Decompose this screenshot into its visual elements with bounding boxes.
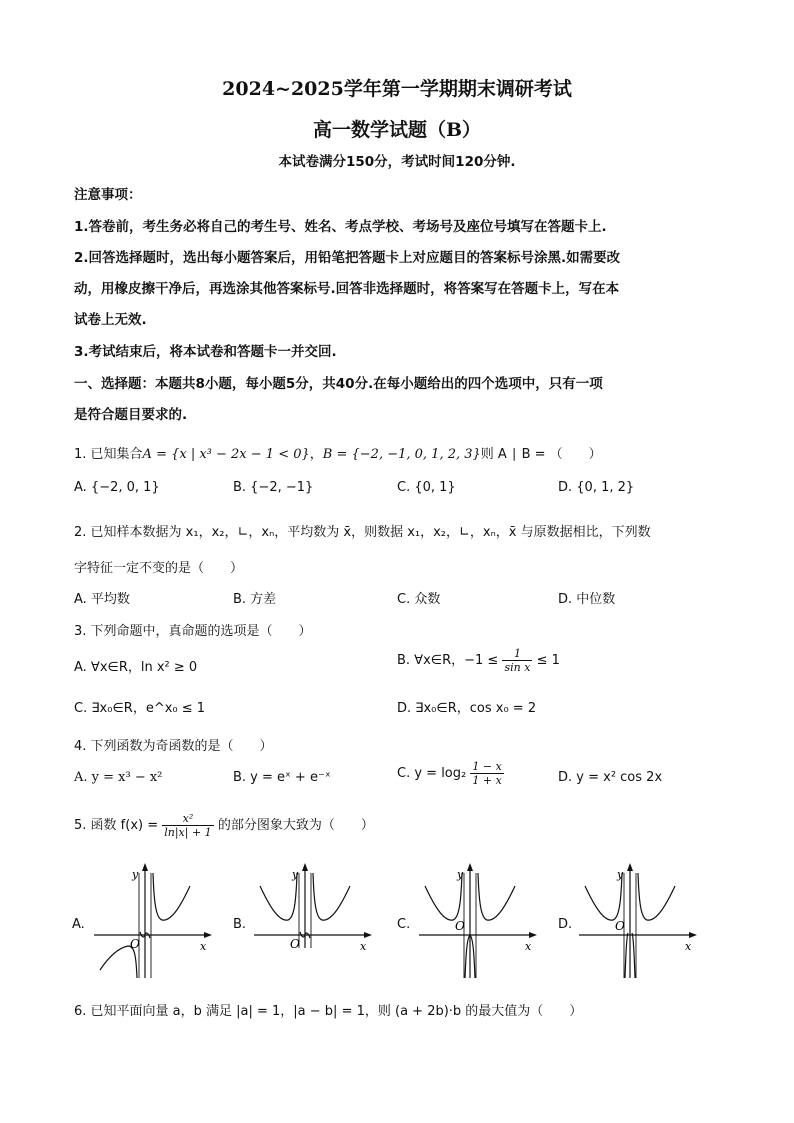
q1-sep: ，	[309, 447, 323, 462]
exam-info: 本试卷满分150分，考试时间120分钟.	[278, 154, 516, 170]
q4-option-c-fraction	[470, 760, 503, 787]
q5-graph-a	[90, 858, 220, 983]
section1-line-1: 一、选择题：本题共8小题，每小题5分，共40分.在每小题给出的四个选项中，只有一项	[74, 376, 603, 392]
graph-b-origin: O	[290, 937, 300, 951]
q5-label-d: D.	[558, 917, 573, 932]
graph-a-y-label: y	[132, 868, 139, 881]
q4-c-denominator: 1 + x	[472, 774, 502, 787]
graph-c-y-label: y	[457, 868, 464, 881]
q2-line-1: 2. 已知样本数据为 x₁，x₂，∟，xₙ，平均数为 x̄，则数据 x₁，x₂，∟，xₙ，x̄ 与原数据相比，下列数	[74, 525, 651, 540]
q3-option-b-fraction	[502, 647, 532, 674]
graph-d-y-label: y	[617, 868, 624, 881]
q2-line-2: 字特征一定不变的是（ ）	[74, 561, 244, 576]
q2-option-a: A. 平均数	[74, 592, 130, 607]
q1-stem	[74, 443, 602, 462]
q1-option-b: B. {−2, −1}	[233, 480, 314, 495]
q5-label-c: C.	[397, 917, 411, 932]
q4-option-a: A. y = x³ − x²	[74, 770, 163, 785]
exam-title: 2024~2025学年第一学期期末调研考试	[222, 78, 572, 100]
q5-post: 的部分图象大致为（ ）	[217, 818, 374, 833]
q3-option-d: D. ∃x₀∈R，cos x₀ = 2	[397, 701, 537, 716]
q4-option-d: D. y = x² cos 2x	[558, 770, 663, 785]
q5-graph-d	[575, 858, 705, 983]
q1-option-a: A. {−2, 0, 1}	[74, 480, 160, 495]
q3-option-b-post: ≤ 1	[536, 653, 560, 668]
q1-set-a: A = {x | x³ − 2x − 1 < 0}	[142, 447, 310, 462]
q6-stem: 6. 已知平面向量 a，b 满足 |a| = 1，|a − b| = 1，则 (a + 2b)·b 的最大值为（ ）	[74, 1004, 583, 1019]
q3-option-a: A. ∀x∈R，ln x² ≥ 0	[74, 660, 198, 675]
q4-stem: 4. 下列函数为奇函数的是（ ）	[74, 739, 273, 754]
q4-option-c-pre: C. y = log₂	[397, 766, 467, 781]
note-3: 3.考试结束后，将本试卷和答题卡一并交回.	[74, 344, 337, 360]
q1-prefix: 1. 已知集合	[74, 447, 143, 462]
exam-subtitle: 高一数学试题（B）	[312, 119, 482, 141]
note-1: 1.答卷前，考生务必将自己的考生号、姓名、考点学校、考场号及座位号填写在答题卡上.	[74, 219, 607, 235]
q3-b-numerator: 1	[502, 647, 532, 661]
q3-b-denominator: sin x	[504, 661, 531, 674]
q2-option-c: C. 众数	[397, 592, 441, 607]
graph-d-origin: O	[615, 919, 625, 933]
q4-c-numerator: 1 − x	[472, 760, 502, 773]
note-2-line-3: 试卷上无效.	[74, 312, 147, 328]
graph-c-x-label: x	[525, 940, 532, 953]
q1-option-c: C. {0, 1}	[397, 480, 456, 495]
graph-a-x-label: x	[200, 940, 207, 953]
note-2-line-1: 2.回答选择题时，选出每小题答案后，用铅笔把答题卡上对应题目的答案标号涂黑.如需要改	[74, 250, 621, 266]
q5-graph-c	[415, 858, 545, 983]
graph-d-x-label: x	[685, 940, 692, 953]
q5-numerator: x²	[162, 812, 213, 826]
q3-option-b-pre: B. ∀x∈R，−1 ≤	[397, 653, 499, 668]
graph-b-y-label: y	[292, 868, 299, 881]
q5-label-b: B.	[233, 917, 247, 932]
q2-option-d: D. 中位数	[558, 592, 616, 607]
q5-pre: 5. 函数 f(x) =	[74, 818, 159, 833]
section1-line-2: 是符合题目要求的.	[74, 407, 188, 423]
q3-option-c: C. ∃x₀∈R，e^x₀ ≤ 1	[74, 701, 206, 716]
q5-stem	[74, 812, 374, 839]
q4-option-c	[397, 760, 504, 787]
graph-a-origin: O	[130, 937, 140, 951]
q1-option-d: D. {0, 1, 2}	[558, 480, 635, 495]
notes-heading: 注意事项：	[74, 187, 142, 203]
q4-option-b: B. y = eˣ + e⁻ˣ	[233, 770, 331, 785]
q3-option-b	[397, 647, 560, 674]
graph-c-origin: O	[455, 919, 465, 933]
q2-option-b: B. 方差	[233, 592, 277, 607]
q5-label-a: A.	[72, 917, 85, 932]
graph-b-x-label: x	[360, 940, 367, 953]
q1-ask: 则 A ∣ B = （ ）	[480, 447, 602, 462]
q5-denominator: ln|x| + 1	[164, 826, 212, 839]
q5-graph-b	[250, 858, 380, 983]
q1-set-b: B = {−2, −1, 0, 1, 2, 3}	[322, 447, 481, 462]
q5-fraction	[162, 812, 213, 839]
q3-stem: 3. 下列命题中，真命题的选项是（ ）	[74, 624, 312, 639]
note-2-line-2: 动，用橡皮擦干净后，再选涂其他答案标号.回答非选择题时，将答案写在答题卡上，写在本	[74, 281, 620, 297]
